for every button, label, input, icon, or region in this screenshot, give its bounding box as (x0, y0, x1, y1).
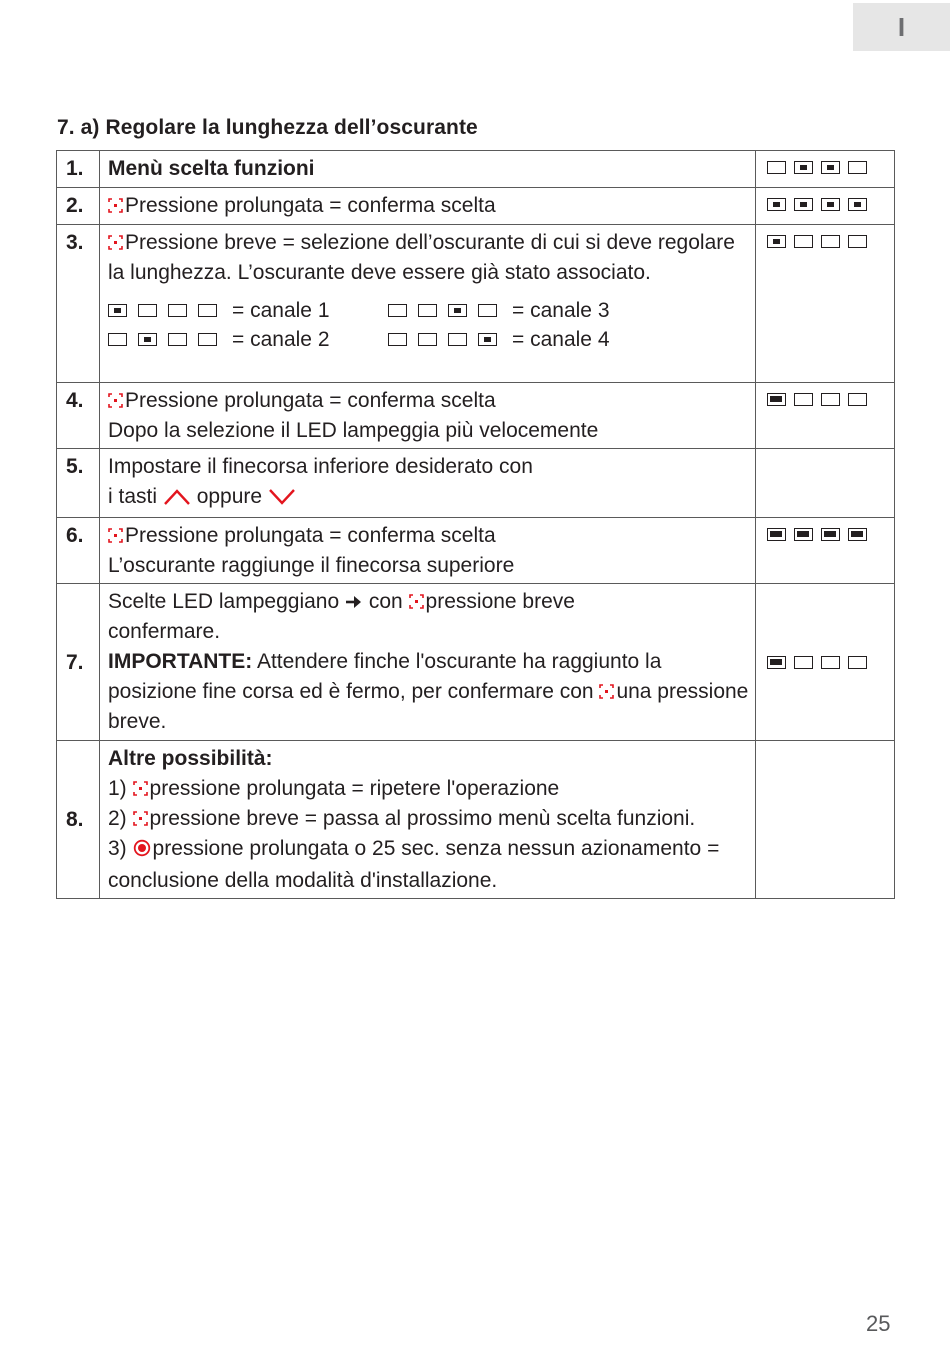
led-on-icon (821, 198, 840, 211)
step-text: Pressione prolungata = conferma scelta Dopo la selezione il LED lampeggia più velocemente (100, 383, 756, 449)
button-press-icon (108, 528, 123, 543)
led-off-icon (418, 333, 437, 346)
led-on-icon (448, 304, 467, 317)
table-row (57, 225, 895, 383)
led-off-icon (138, 304, 157, 317)
step-number: 3. (57, 225, 100, 383)
table-row (57, 741, 895, 899)
table-row (57, 151, 895, 188)
led-blinking-icon (767, 393, 786, 406)
led-off-icon (848, 161, 867, 174)
led-blinking-icon (848, 528, 867, 541)
stop-button-icon (133, 836, 151, 866)
step-text: Impostare il finecorsa inferiore desiderato con i tasti oppure (100, 449, 756, 518)
led-blinking-icon (821, 528, 840, 541)
led-indicator-group (756, 449, 895, 518)
table-row (57, 584, 895, 741)
step-text: Menù scelta funzioni (100, 151, 756, 188)
led-off-icon (794, 656, 813, 669)
button-press-icon (599, 684, 614, 699)
led-indicator-group (756, 518, 895, 584)
important-label: IMPORTANTE: (108, 650, 253, 673)
step-number: 6. (57, 518, 100, 584)
table-row (57, 518, 895, 584)
led-indicator-group (756, 225, 895, 383)
led-indicator-group (756, 188, 895, 225)
step-text: Altre possibilità: 1) pressione prolungata = ripetere l'operazione 2) pressione breve = passa al prossimo menù scelta funzioni. 3) pressione prolungata o 25 sec. senza nessun azionamento = conclusione della modalità d'installazione. (100, 741, 756, 899)
table-row (57, 383, 895, 449)
step-number: 1. (57, 151, 100, 188)
button-press-icon (133, 781, 148, 796)
channel-label: = canale 4 (512, 328, 610, 351)
step-number: 5. (57, 449, 100, 518)
button-press-icon (108, 393, 123, 408)
steps-table (56, 150, 895, 899)
channel-legend (108, 296, 749, 354)
led-indicator-group (756, 741, 895, 899)
led-on-icon (821, 161, 840, 174)
channel-label: = canale 2 (232, 328, 330, 351)
led-off-icon (794, 235, 813, 248)
led-off-icon (388, 333, 407, 346)
table-row (57, 188, 895, 225)
led-off-icon (821, 235, 840, 248)
step-text: Pressione prolungata = conferma scelta (100, 188, 756, 225)
step-number: 4. (57, 383, 100, 449)
button-press-icon (133, 811, 148, 826)
arrow-up-icon (163, 485, 191, 515)
led-blinking-icon (767, 528, 786, 541)
led-off-icon (168, 304, 187, 317)
page-number: 25 (866, 1311, 891, 1336)
led-indicator-group (756, 151, 895, 188)
table-row (57, 449, 895, 518)
section-title: 7. a) Regolare la lunghezza dell’oscurante (57, 116, 478, 139)
led-off-icon (418, 304, 437, 317)
led-off-icon (478, 304, 497, 317)
button-press-icon (108, 235, 123, 250)
led-on-icon (794, 198, 813, 211)
led-off-icon (821, 656, 840, 669)
led-on-icon (767, 198, 786, 211)
led-off-icon (448, 333, 467, 346)
led-off-icon (848, 656, 867, 669)
led-off-icon (767, 161, 786, 174)
step-text: Pressione prolungata = conferma scelta L’oscurante raggiunge il finecorsa superiore (100, 518, 756, 584)
channel-label: = canale 3 (512, 299, 610, 322)
led-on-icon (108, 304, 127, 317)
led-blinking-icon (767, 656, 786, 669)
led-on-icon (138, 333, 157, 346)
led-off-icon (848, 393, 867, 406)
arrow-right-icon (345, 590, 363, 613)
led-off-icon (388, 304, 407, 317)
led-indicator-group (756, 383, 895, 449)
led-on-icon (848, 198, 867, 211)
step-number: 2. (57, 188, 100, 225)
step-text: Pressione breve = selezione dell’oscurante di cui si deve regolare la lunghezza. L’oscurante deve essere già stato associato. = canale 1 = canale 3 = canale 2 = canale 4 (100, 225, 756, 383)
language-tab: I (853, 3, 950, 51)
step-number: 7. (57, 584, 100, 741)
led-off-icon (198, 304, 217, 317)
led-off-icon (108, 333, 127, 346)
button-press-icon (108, 198, 123, 213)
arrow-down-icon (268, 485, 296, 515)
led-on-icon (794, 161, 813, 174)
led-off-icon (198, 333, 217, 346)
led-off-icon (168, 333, 187, 346)
led-off-icon (794, 393, 813, 406)
led-on-icon (478, 333, 497, 346)
led-indicator-group (756, 584, 895, 741)
button-press-icon (409, 594, 424, 609)
led-off-icon (848, 235, 867, 248)
step-number: 8. (57, 741, 100, 899)
led-blinking-icon (794, 528, 813, 541)
led-on-icon (767, 235, 786, 248)
channel-label: = canale 1 (232, 299, 330, 322)
led-off-icon (821, 393, 840, 406)
step-text: Scelte LED lampeggiano con pressione breve confermare. IMPORTANTE: Attendere finche l'oscurante ha raggiunto la posizione fine corsa ed è fermo, per confermare con una pressione breve. (100, 584, 756, 741)
